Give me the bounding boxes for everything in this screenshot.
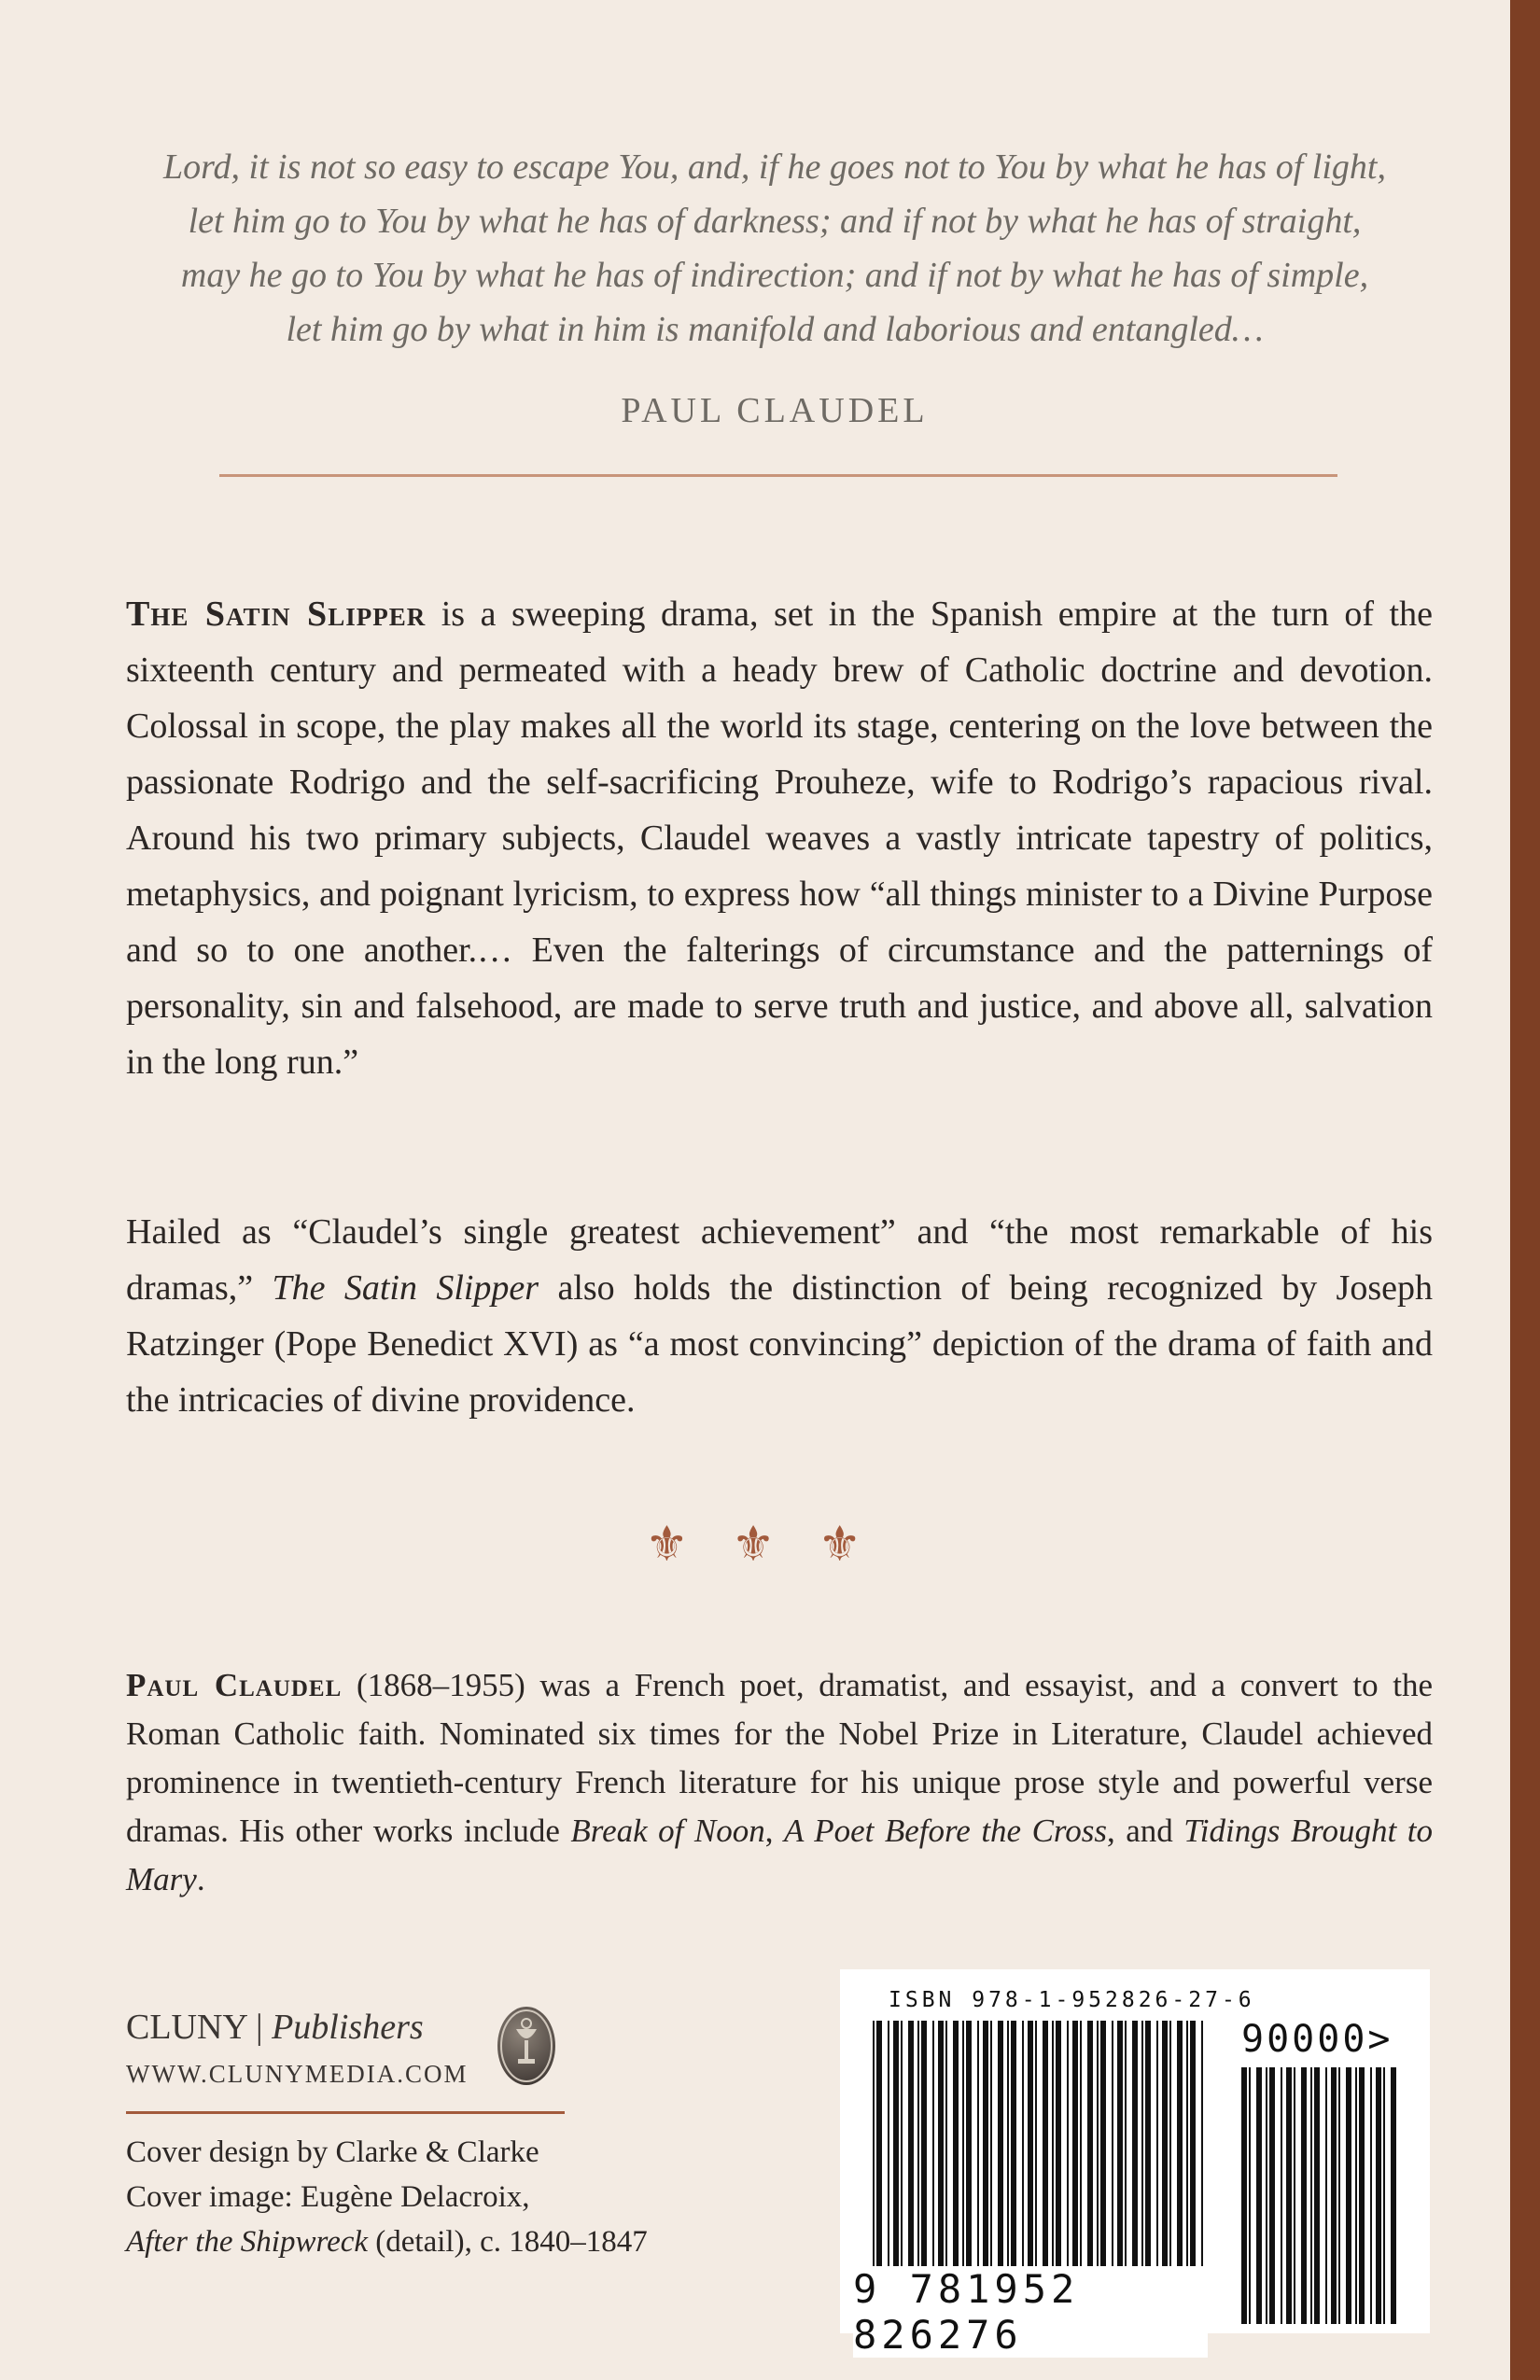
barcode-box	[840, 1969, 1430, 2358]
barcode-bar	[1043, 2021, 1048, 2291]
barcode-bar	[1007, 2021, 1009, 2291]
barcode-bar	[932, 2021, 934, 2291]
bio-sep: ,	[764, 1813, 784, 1849]
barcode-bar	[1391, 2067, 1396, 2324]
barcode-bar	[1100, 2021, 1106, 2291]
publisher-name	[126, 2007, 424, 2048]
epigraph-line: let him go by what in him is manifold and laborious and entangled…	[286, 310, 1264, 349]
bio-sep: , and	[1106, 1813, 1184, 1849]
barcode-bar	[1201, 2021, 1203, 2291]
barcode-bar	[876, 2021, 882, 2291]
description-text: also holds the distinction of being recognized by Joseph Ratzinger (Pope Benedict XVI) as “a most convincing” depiction of the drama of faith and the intricacies of divine providence.	[126, 1268, 1433, 1420]
barcode-bar	[1359, 2067, 1365, 2324]
barcode-bar	[1072, 2021, 1078, 2291]
barcode-bar	[998, 2021, 1003, 2291]
barcode-bar	[901, 2021, 903, 2291]
barcode-bar	[1301, 2067, 1307, 2324]
barcode-bar	[1162, 2021, 1168, 2291]
barcode-bar	[1035, 2021, 1037, 2291]
barcode-bar	[1331, 2067, 1337, 2324]
barcode-bar	[1177, 2021, 1183, 2291]
barcode-bar	[1052, 2021, 1054, 2291]
barcode-bar	[1346, 2067, 1351, 2324]
barcode-bar	[888, 2021, 889, 2291]
book-title-italic: The Satin Slipper	[272, 1268, 539, 1308]
barcode-bar	[1266, 2067, 1267, 2324]
publisher-divider	[126, 2111, 565, 2114]
barcode-bar	[1370, 2067, 1372, 2324]
description-text: is a sweeping drama, set in the Spanish empire at the turn of the sixteenth century and permeated with a heady brew of Catholic doctrine and devotion. Colossal in scope, the play makes all the world its stage, centering on the love between the passionate Rodrigo and the self-sacrificing Prouheze, wife to Rodrigo’s rapacious rival. Around his two primary subjects, Claudel weaves a vastly intricate tapestry of politics, metaphysics, and poignant lyricism, to express how “all things minister to a Divine Purpose and so to one another.… Even the falterings of circumstance and the patternings of personality, sin and falsehood, are made to serve truth and justice, and above all, salvation in the long run.”	[126, 595, 1433, 1082]
isbn-label: ISBN 978-1-952826-27-6	[889, 1988, 1255, 2012]
publisher-url: WWW.CLUNYMEDIA.COM	[126, 2060, 469, 2088]
fleuron-icon: ⚜	[818, 1517, 904, 1573]
barcode-bar	[1125, 2021, 1127, 2291]
cover-credits	[126, 2130, 648, 2264]
chalice-icon	[497, 2007, 555, 2085]
price-code: 90000>	[1241, 2018, 1393, 2061]
work-title: Tidings Brought to Mary	[126, 1813, 1434, 1897]
bio-text: (1868–1955) was a French poet, dramatist, and essayist, and a convert to the Roman Catholic faith. Nominated six times for the Nobel Prize in Literature, Claudel achieved prominence in twentieth-century French literature for his unique prose style and powerful verse dramas. His other works include	[126, 1667, 1433, 1849]
barcode-bar	[1294, 2067, 1295, 2324]
barcode-bar	[1286, 2067, 1292, 2324]
fleuron-icon: ⚜	[645, 1517, 732, 1573]
barcode-bar	[1156, 2021, 1158, 2291]
barcode-bar	[1190, 2021, 1196, 2291]
chalice-seal-icon	[497, 2007, 555, 2085]
book-title: The Satin Slipper	[126, 595, 427, 634]
fleuron-icon: ⚜	[731, 1517, 819, 1573]
epigraph-author: PAUL CLAUDEL	[621, 391, 929, 430]
ean-digits: 9 781952 826276	[853, 2266, 1208, 2358]
barcode-bar	[1338, 2067, 1340, 2324]
barcode-bar	[1355, 2067, 1357, 2324]
description-paragraph-2	[126, 1204, 1433, 1428]
barcode-bar	[1325, 2067, 1327, 2324]
barcode-bar	[1383, 2067, 1385, 2324]
description-paragraph-1	[126, 586, 1433, 1090]
barcode-bar	[908, 2021, 914, 2291]
addon-barcode	[1241, 2067, 1400, 2324]
credit-work-title: After the Shipwreck	[126, 2225, 369, 2259]
barcode-bar	[1028, 2021, 1033, 2291]
barcode-bar	[1145, 2021, 1151, 2291]
publisher-name-italic: Publishers	[272, 2008, 424, 2047]
barcode-bar	[1241, 2067, 1247, 2324]
work-title: A Poet Before the Cross	[783, 1813, 1107, 1849]
credit-work-rest: (detail), c. 1840–1847	[368, 2225, 648, 2259]
barcode-bar	[977, 2021, 979, 2291]
barcode-bar	[1314, 2067, 1320, 2324]
work-title: Break of Noon	[570, 1813, 765, 1849]
barcode-bar	[873, 2021, 875, 2291]
barcode-bar	[1256, 2067, 1262, 2324]
barcode-bar	[1376, 2067, 1381, 2324]
bio-end: .	[196, 1861, 205, 1897]
barcode-bar	[1310, 2067, 1312, 2324]
barcode-bar	[921, 2021, 927, 2291]
author-bio	[126, 1661, 1433, 1904]
credit-design: Cover design by Clarke & Clarke	[126, 2135, 539, 2169]
barcode-bar	[1067, 2021, 1069, 2291]
barcode-bar	[1249, 2067, 1251, 2324]
description-text: Hailed as “Claudel’s single greatest achievement” and “the most remarkable of his dramas,”	[126, 1212, 1433, 1308]
barcode-bar	[966, 2021, 972, 2291]
barcode-bar	[1056, 2021, 1061, 2291]
publisher-name-plain: CLUNY |	[126, 2008, 273, 2047]
barcode-bar	[945, 2021, 947, 2291]
divider-rule	[219, 474, 1337, 477]
barcode-bar	[1097, 2021, 1099, 2291]
barcode-bar	[1141, 2021, 1143, 2291]
epigraph	[84, 140, 1465, 357]
barcode-bar	[953, 2021, 959, 2291]
barcode-bar	[962, 2021, 964, 2291]
barcode-bar	[1281, 2067, 1282, 2324]
barcode-bar	[1112, 2021, 1113, 2291]
ean-barcode	[873, 2021, 1204, 2291]
barcode-bar	[938, 2021, 944, 2291]
barcode-bar	[1011, 2021, 1016, 2291]
barcode-bar	[917, 2021, 919, 2291]
barcode-bar	[1269, 2067, 1275, 2324]
barcode-bar	[893, 2021, 899, 2291]
fleuron-ornaments	[0, 1517, 1540, 1573]
credit-work	[126, 2219, 648, 2264]
credit-image: Cover image: Eugène Delacroix,	[126, 2180, 530, 2214]
barcode-bar	[1132, 2021, 1138, 2291]
barcode-bar	[990, 2021, 992, 2291]
barcode-bar	[1080, 2021, 1082, 2291]
barcode-bar	[1087, 2021, 1093, 2291]
epigraph-line: Lord, it is not so easy to escape You, and, if he goes not to You by what he has of light,	[163, 147, 1386, 187]
epigraph-line: let him go to You by what he has of darkness; and if not by what he has of straight,	[188, 202, 1362, 241]
epigraph-line: may he go to You by what he has of indirection; and if not by what he has of simple,	[180, 256, 1369, 295]
spine-edge	[1510, 0, 1540, 2380]
barcode-bar	[1186, 2021, 1188, 2291]
barcode-bar	[983, 2021, 988, 2291]
barcode-bar	[1117, 2021, 1123, 2291]
barcode-bar	[1169, 2021, 1171, 2291]
author-name: Paul Claudel	[126, 1667, 343, 1703]
barcode-bar	[1022, 2021, 1024, 2291]
